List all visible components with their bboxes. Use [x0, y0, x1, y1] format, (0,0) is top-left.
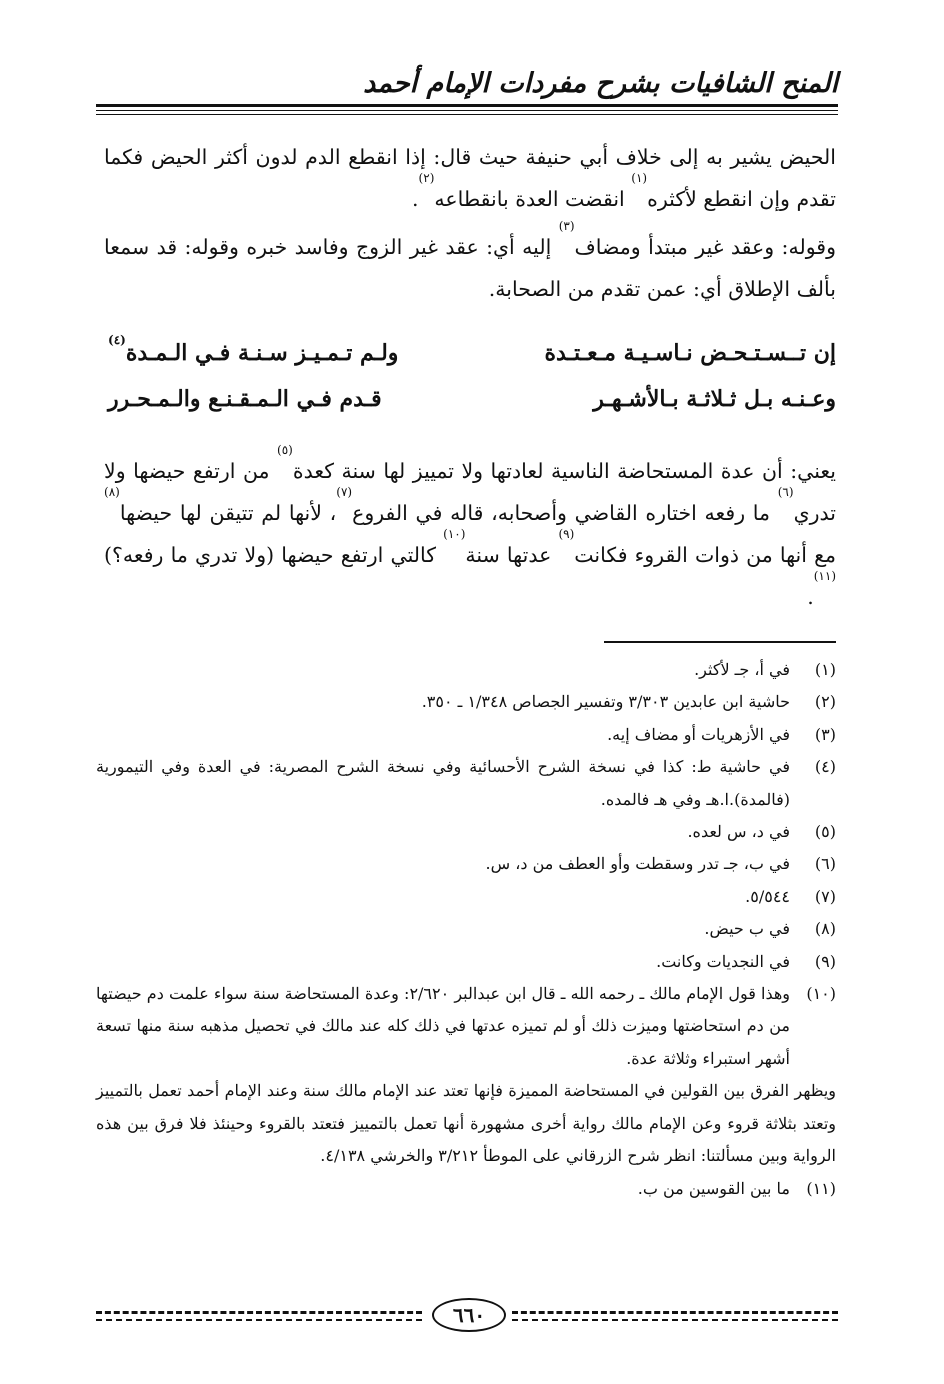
footnote-item: (٥) في د، س لعده. — [687, 822, 836, 842]
footnote-item: (٨) في ب حيض. — [704, 919, 836, 939]
footnote-item: (٦) في ب، جـ تدر وسقطت وأو العطف من د، س. — [485, 854, 836, 874]
footnote-ref-3[interactable]: (٣) — [558, 219, 575, 233]
footnote-item: (١) في أ، جـ لأكثر. — [694, 660, 836, 679]
verse-2-second-hemistich: قـدم فـي الـمـقـنـع والـمـحـرر — [108, 386, 382, 412]
footnote-item: (٤) في حاشية ط: كذا في نسخة الشرح الأحسائية وفي نسخة الشرح المصرية: في العدة وفي التيمورية (فالمدة).ا.هـ وفي هـ فالمده. — [96, 757, 836, 809]
verse-1-second-hemistich: ولـم تـمـيـز سـنـة فـي الـمـدة$^{(٤)}$ — [108, 333, 399, 366]
footnotes — [96, 654, 836, 1205]
paragraph-1: الحيض يشير به إلى خلاف أبي حنيفة حيث قال: إذا انقطع الدم لدون أكثر الحيض فكما تقدم وإن انقطع لأكثره$^{(١)}$ انقضت العدة بانقطاعه$^{(٢)}$. — [104, 145, 836, 211]
paragraph-2: وقوله: وعقد غير مبتدأ ومضاف$^{(٣)}$ إليه أي: عقد غير الزوج وفاسد خبره وقوله: قد سمعا بألف الإطلاق أي: عمن تقدم من الصحابة. — [104, 219, 836, 301]
verse-2-first-hemistich: وعـنـه بـل ثـلاثـة بـالأشـهـر — [593, 386, 836, 412]
page-number: ٦٦٠ — [432, 1298, 506, 1332]
footer-dash-right — [512, 1311, 838, 1314]
verse-line-1 — [108, 333, 836, 380]
footnote-ref-6[interactable]: (٦) — [777, 485, 794, 499]
footnote-ref-11[interactable]: (١١) — [813, 569, 836, 583]
verse-line-2 — [108, 386, 836, 426]
footnote-ref-2[interactable]: (٢) — [418, 171, 435, 185]
header-rule-thin — [96, 110, 838, 111]
footer-dash-left-2 — [96, 1319, 422, 1321]
footer-dash-right-2 — [512, 1319, 838, 1321]
page-footer — [96, 1298, 838, 1332]
book-title: المنح الشافيات بشرح مفردات الإمام أحمد — [363, 68, 838, 99]
footnote-ref-1[interactable]: (١) — [631, 171, 648, 185]
header-rule-thin-2 — [96, 114, 838, 115]
main-text — [104, 136, 836, 310]
footer-dash-left — [96, 1311, 422, 1314]
footnote-item: (١٠) وهذا قول الإمام مالك ـ رحمه الله ـ قال ابن عبدالبر ٢/٦٢٠: وعدة المستحاضة سنة سواء علمت دم حيضتها من دم استحاضتها وميزت ذلك أو لم تميزه عدتها في ذلك كله عند مالك في تحصيل مذهبه سنة منها تسعة أشهر استبراء وثلاثة عدة. — [96, 984, 836, 1068]
footnote-item: (٢) حاشية ابن عابدين ٣/٣٠٣ وتفسير الجصاص ١/٣٤٨ ـ ٣٥٠. — [421, 692, 836, 712]
footnote-ref-5[interactable]: (٥) — [277, 443, 293, 457]
verse-1-first-hemistich: إن تــسـتـحـض نـاسـيـة مـعـتـدة — [544, 340, 836, 366]
footnote-ref-8[interactable]: (٨) — [104, 485, 120, 499]
footnote-ref-4[interactable]: (٤) — [108, 333, 126, 347]
running-header — [96, 68, 838, 102]
footnote-separator — [604, 641, 836, 643]
footnote-ref-7[interactable]: (٧) — [336, 485, 353, 499]
footnote-item: (٩) في النجديات وكانت. — [656, 951, 836, 971]
footnote-continuation: ويظهر الفرق بين القولين في المستحاضة المميزة فإنها تعتد عند الإمام مالك سنة وعند الإمام أحمد تعمل بالتمييز وتعتد بثلاثة قروء وعن الإمام مالك رواية أخرى مشهورة أنها تعمل بالتمييز فتعتد بالقروء وحينئذ فلا فرق بين هذه الرواية وبين مسألتنا: انظر شرح الزرقاني على الموطأ ٣/٢١٢ والخرشي ٤/١٣٨. — [96, 1081, 836, 1166]
header-rule-thick — [96, 104, 838, 107]
footnote-item: (١١) ما بين القوسين من ب. — [637, 1178, 836, 1198]
paragraph-3: يعني: أن عدة المستحاضة الناسية لعادتها ولا تمييز لها سنة كعدة$^{(٥)}$ من ارتفع حيضها ولا تدري$^{(٦)}$ ما رفعه اختاره القاضي وأصحابه، قاله في الفروع$^{(٧)}$، لأنها لم تتيقن لها حيضها$^{(٨)}$ مع أنها من ذوات القروء فكانت$^{(٩)}$ عدتها سنة$^{(١٠)}$ كالتي ارتفع حيضها (ولا تدري ما رفعه؟)$^{(١١)}$. — [104, 443, 837, 609]
footnote-ref-10[interactable]: (١٠) — [443, 527, 466, 541]
footnote-item: (٧) ٥/٥٤٤. — [745, 886, 836, 906]
footnote-ref-9[interactable]: (٩) — [558, 527, 575, 541]
footnote-item: (٣) في الأزهريات أو مضاف إيه. — [607, 724, 836, 744]
